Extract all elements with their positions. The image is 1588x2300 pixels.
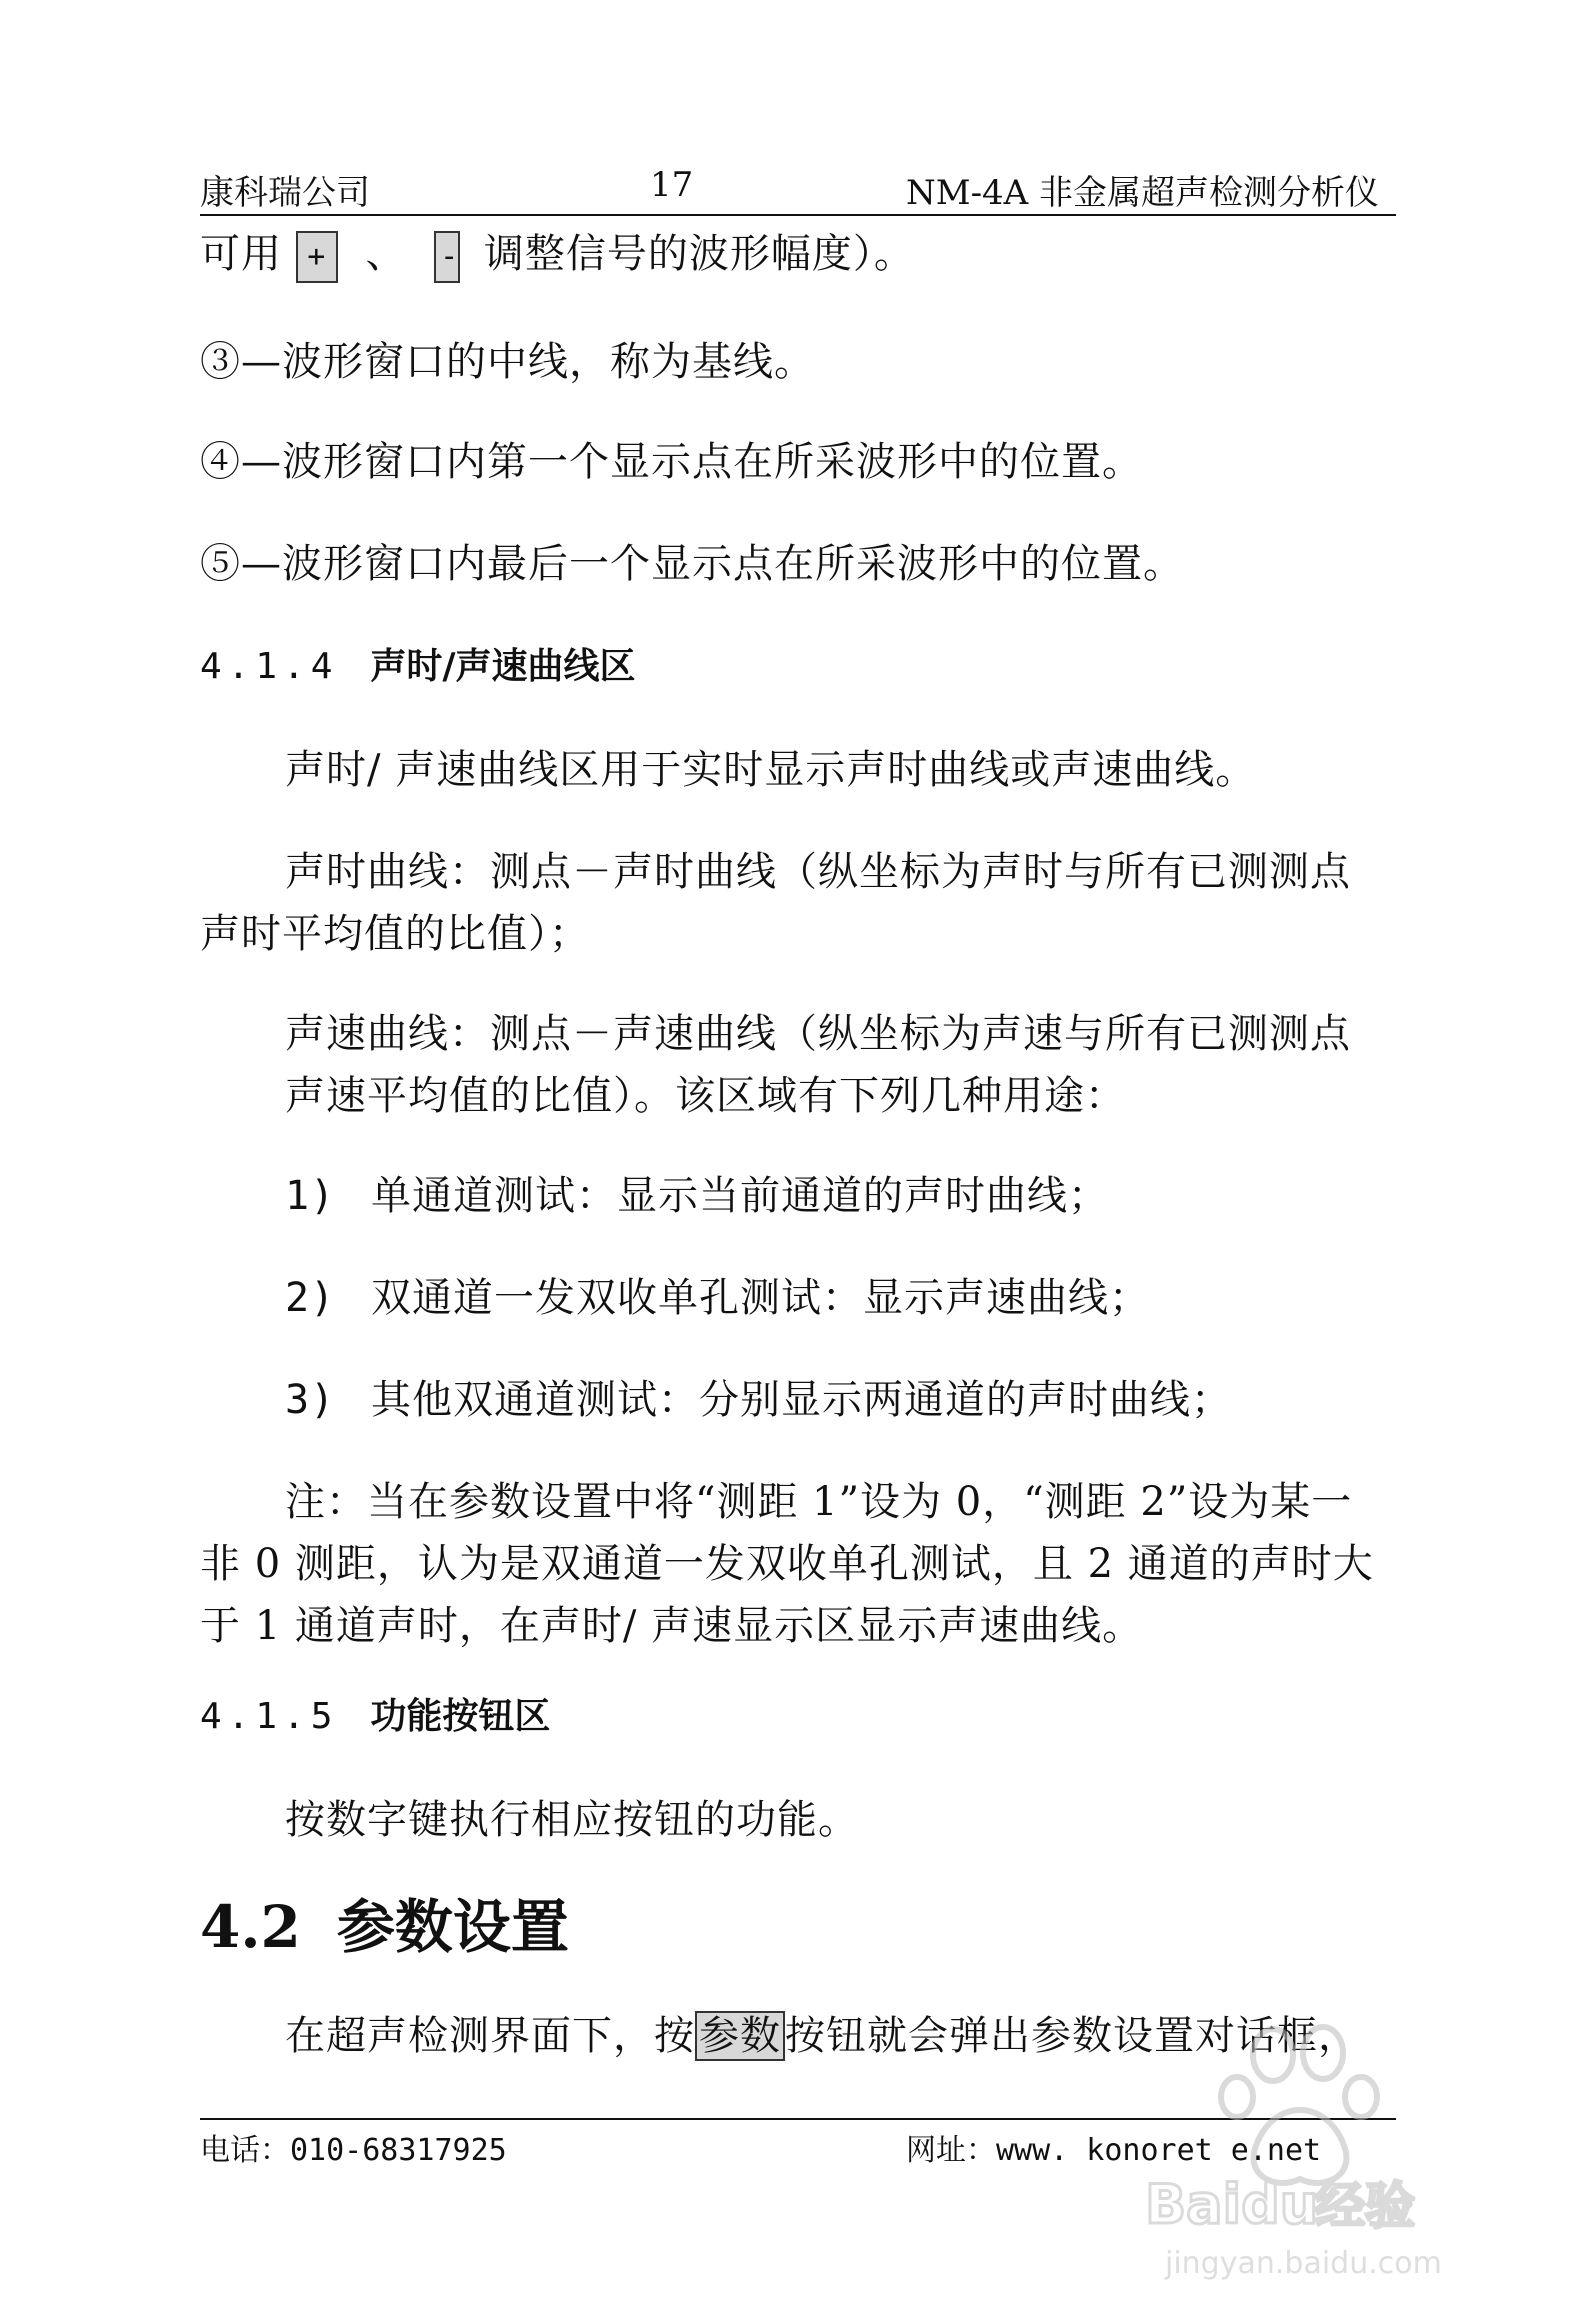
curve-area-intro: 声时/ 声速曲线区用于实时显示声时曲线或声速曲线。 [285,747,1257,793]
plus-key: + [296,231,338,283]
note-line1: 注：当在参数设置中将“测距 1”设为 0，“测距 2”设为某一 [285,1479,1353,1525]
list-text: 单通道测试：显示当前通道的声时曲线； [371,1173,1109,1219]
minus-key: - [434,231,460,283]
item-3: ③—波形窗口的中线，称为基线。 [200,339,815,385]
item-4: ④—波形窗口内第一个显示点在所采波形中的位置。 [200,439,1143,485]
list-number: 1) [285,1173,336,1219]
section-number: 4.1.4 [200,646,339,687]
section-title: 功能按钮区 [370,1696,551,1737]
footer-phone: 电话：010-68317925 [200,2133,507,2168]
header-rule [200,214,1396,216]
section-title: 参数设置 [336,1893,569,1961]
key-separator: 、 [365,231,407,277]
section-4-2-heading [200,1880,569,1964]
section-4-1-5-heading [200,1688,550,1739]
baidu-watermark [1125,2015,1465,2285]
list-item [285,1266,1150,1323]
list-item [285,1368,1232,1425]
header-page-number: 17 [650,165,694,205]
baidu-paw-logo-icon [1125,2015,1465,2285]
svg-text:Baidu: Baidu [1145,2173,1319,2236]
speed-curve-line1: 声速曲线：测点－声速曲线（纵坐标为声速与所有已测测点 [285,1011,1351,1057]
speed-curve-line2: 声速平均值的比值）。该区域有下列几种用途： [285,1073,1126,1119]
section-number: 4.1.5 [200,1696,339,1737]
list-item [285,1164,1109,1221]
time-curve-line1: 声时曲线：测点－声时曲线（纵坐标为声时与所有已测测点 [285,849,1351,895]
amplitude-line-pre: 可用 [200,231,282,277]
param-intro-post: 按钮就会弹出参数设置对话框， [785,2013,1359,2059]
amplitude-line [200,222,915,283]
section-4-1-4-heading [200,638,636,689]
list-number: 2) [285,1275,336,1321]
list-text: 其他双通道测试：分别显示两通道的声时曲线； [371,1377,1232,1423]
param-intro-pre: 在超声检测界面下，按 [285,2013,695,2059]
footer-website: 网址：www. konoret e.net [906,2133,1322,2168]
item-5: ⑤—波形窗口内最后一个显示点在所采波形中的位置。 [200,541,1184,587]
section-number: 4.2 [200,1893,301,1961]
function-button-desc: 按数字键执行相应按钮的功能。 [285,1797,859,1843]
param-button-label: 参数 [695,2011,785,2061]
list-text: 双通道一发双收单孔测试：显示声速曲线； [371,1275,1150,1321]
section-title: 声时/声速曲线区 [370,646,636,687]
note-line2: 非 0 测距，认为是双通道一发双收单孔测试，且 2 通道的声时大 [200,1541,1374,1587]
time-curve-line2: 声时平均值的比值）； [200,911,590,957]
amplitude-line-post: 调整信号的波形幅度）。 [483,231,915,277]
header-company: 康科瑞公司 [200,173,370,213]
header-product: NM-4A 非金属超声检测分析仪 [906,173,1380,213]
note-line3: 于 1 通道声时，在声时/ 声速显示区显示声速曲线。 [200,1603,1144,1649]
svg-text:jingyan.baidu.com: jingyan.baidu.com [1165,2246,1442,2281]
svg-text:经验: 经验 [1315,2177,1415,2235]
list-number: 3) [285,1377,336,1423]
